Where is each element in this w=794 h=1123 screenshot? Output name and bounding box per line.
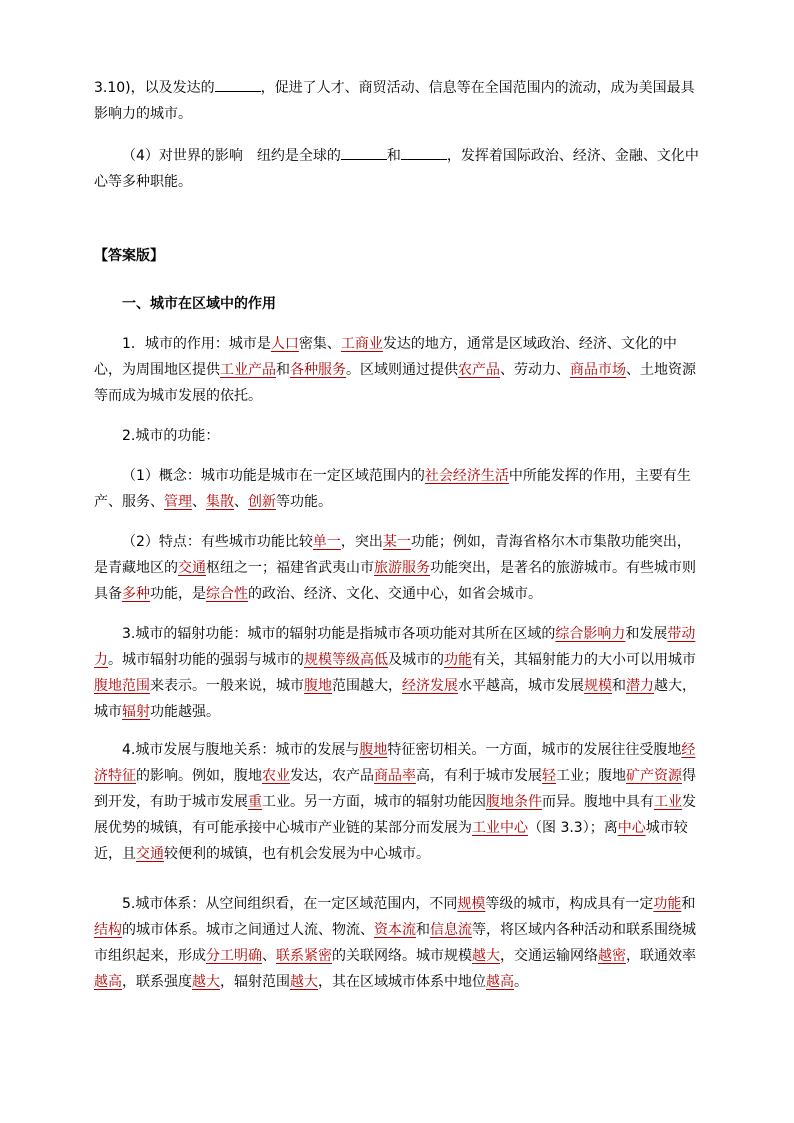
answer-text: 腹地: [304, 678, 332, 694]
text: 范围越大，: [332, 678, 402, 694]
text: 密集、: [298, 336, 341, 352]
text: 的城市体系。城市之间通过人流、物流、: [122, 922, 374, 938]
text: 特征密切相关。一方面，城市的发展往往受腹地: [387, 742, 682, 758]
text: 等功能。: [276, 494, 332, 510]
text: （1）概念：城市功能是城市在一定区域范围内的: [122, 468, 425, 484]
answer-text: 越大: [192, 974, 220, 990]
text: 、土地资源等而成为城市发展的依托。: [94, 362, 696, 404]
text: 功能；例如，青海省格尔木市集散功能突出，是青藏地区的: [94, 534, 691, 576]
answer-text: 腹地: [359, 742, 388, 758]
text: 等级的城市，构成具有一定: [485, 896, 654, 912]
text: 得到开发，有助于城市发展: [94, 768, 696, 810]
text: ，联系强度: [122, 974, 192, 990]
answer-text: 轻: [542, 768, 556, 784]
answer-text: 腹地范围: [94, 678, 150, 694]
fill-blank: [341, 145, 387, 160]
answer-text: 农产品: [458, 362, 500, 378]
answer-text: 规模: [457, 896, 486, 912]
answer-text: 农业: [262, 768, 290, 784]
answer-text: 信息流: [430, 922, 472, 938]
answer-text: 人口: [270, 336, 299, 352]
paragraph-function-features: [94, 529, 700, 607]
answer-text: 矿产资源: [626, 768, 682, 784]
text: ，发挥着国际政治、经济、金融、文化中心等多种职能。: [94, 148, 699, 190]
answer-text: 越大: [472, 948, 500, 964]
paragraph-top-2: [94, 143, 700, 195]
text: ，突出: [340, 534, 383, 550]
text: 。: [514, 974, 528, 990]
answer-text: 工商业: [340, 336, 383, 352]
text: 、: [234, 494, 248, 510]
answer-text: 旅游服务: [374, 560, 430, 576]
text: 较便利的城镇，也有机会发展为中心城市。: [164, 846, 430, 862]
text: 发展优势的城镇，有可能承接中心城市产业链的某部分而发展为: [94, 794, 696, 836]
text: ，辐射范围: [220, 974, 290, 990]
answer-version-title: 【答案版】: [94, 248, 164, 264]
answer-text: 各种服务: [290, 362, 346, 378]
answer-text: 规模: [584, 678, 612, 694]
section-title: 一、城市在区域中的作用: [122, 296, 276, 312]
text: ，促进了人才、商贸活动、信息等在全国范围内的流动，成为美国最具影响力的城市。: [94, 80, 695, 122]
answer-text: 商品市场: [570, 362, 626, 378]
text: （图 3.3）；离: [528, 820, 618, 836]
answer-text: 某一: [382, 534, 411, 550]
text: 的政治、经济、文化、交通中心，如省会城市。: [248, 586, 542, 602]
answer-text: 重: [248, 794, 262, 810]
text: 水平越高，城市发展: [458, 678, 584, 694]
answer-text: 功能: [653, 896, 682, 912]
text: 城市较近，且: [94, 820, 688, 862]
text: ，其在区域城市体系中地位: [318, 974, 486, 990]
answer-text: 工业中心: [472, 820, 528, 836]
text: 而异。腹地中具有: [542, 794, 654, 810]
answer-text: 资本流: [374, 922, 416, 938]
text: 4.城市发展与腹地关系：城市的发展与: [122, 742, 360, 758]
paragraph-city-system: [94, 891, 700, 995]
text: 。区域则通过提供: [346, 362, 458, 378]
answer-text: 潜力: [626, 678, 654, 694]
text: 和发展: [625, 626, 668, 642]
text: 和: [276, 362, 290, 378]
answer-text: 综合影响力: [555, 626, 626, 642]
answer-text: 经济特征: [94, 742, 696, 784]
text: 发达，农产品: [290, 768, 374, 784]
answer-text: 带动力: [94, 626, 696, 668]
answer-text: 分工明确: [206, 948, 262, 964]
answer-text: 社会经济生活: [424, 468, 509, 484]
text: 工业。另一方面，城市的辐射功能因: [262, 794, 486, 810]
answer-text: 综合性: [206, 586, 248, 602]
text: 。城市辐射功能的强弱与城市的: [108, 652, 304, 668]
text: 、: [262, 948, 276, 964]
answer-text: 结构: [94, 922, 122, 938]
text: 1．城市的作用：城市是: [122, 336, 271, 352]
text: 枢纽之一；福建省武夷山市: [206, 560, 374, 576]
paragraph-top-1: [94, 75, 700, 127]
answer-text: 创新: [248, 494, 276, 510]
text: 、: [192, 494, 206, 510]
answer-text: 越密: [598, 948, 626, 964]
text: 3.10)，以及发达的: [94, 80, 215, 96]
text: 和: [416, 922, 430, 938]
text: 功能突出，是著名的旅游城市。有些城市则具备: [94, 560, 696, 602]
answer-text: 越高: [486, 974, 514, 990]
text: 5.城市体系：从空间组织看，在一定区域范围内，不同: [122, 896, 458, 912]
text: 越大，城市: [94, 678, 696, 720]
text: 的影响。例如，腹地: [136, 768, 262, 784]
text: （4）对世界的影响 纽约是全球的: [122, 148, 341, 164]
answer-text: 交通: [178, 560, 206, 576]
answer-text: 集散: [206, 494, 234, 510]
text: 及城市的: [388, 652, 444, 668]
answer-text: 工业产品: [220, 362, 276, 378]
answer-text: 越高: [94, 974, 122, 990]
text: 有关，其辐射能力的大小可以用城市: [472, 652, 696, 668]
answer-text: 多种: [122, 586, 150, 602]
text: 高，有利于城市发展: [416, 768, 542, 784]
text: 功能越强。: [150, 704, 220, 720]
text: 的关联网络。城市规模: [332, 948, 472, 964]
paragraph-function-concept: [94, 463, 700, 515]
text: 等，将区域内各种活动和联系围绕城市组织起来，形成: [94, 922, 696, 964]
text: 发达的地方，通常是区域政治、经济、文化的中心，为周围地区提供: [94, 336, 677, 378]
text: 功能，是: [150, 586, 206, 602]
text: 和: [612, 678, 626, 694]
text: 来表示。一般来说，城市: [150, 678, 304, 694]
fill-blank: [215, 77, 261, 92]
paragraph-city-function-title: 2.城市的功能：: [122, 428, 220, 444]
answer-text: 交通: [136, 846, 164, 862]
answer-text: 商品率: [374, 768, 416, 784]
text: 3.城市的辐射功能：城市的辐射功能是指城市各项功能对其所在区域的: [122, 626, 556, 642]
fill-blank: [401, 145, 447, 160]
answer-text: 功能: [444, 652, 472, 668]
answer-text: 联系紧密: [276, 948, 332, 964]
answer-text: 腹地条件: [486, 794, 542, 810]
text: 工业；腹地: [556, 768, 626, 784]
answer-text: 工业: [654, 794, 682, 810]
paragraph-radiation-function: [94, 621, 700, 725]
answer-text: 越大: [290, 974, 318, 990]
paragraph-city-role: [94, 331, 700, 409]
paragraph-hinterland: [94, 737, 700, 867]
answer-text: 辐射: [122, 704, 150, 720]
text: 和: [386, 148, 401, 164]
answer-text: 单一: [312, 534, 341, 550]
answer-text: 管理: [164, 494, 192, 510]
text: ，联通效率: [626, 948, 696, 964]
text: 中所能发挥的作用，主要有生产、服务、: [94, 468, 691, 510]
answer-text: 中心: [617, 820, 646, 836]
text: （2）特点：有些城市功能比较: [122, 534, 313, 550]
text: 、劳动力、: [500, 362, 570, 378]
answer-text: 经济发展: [402, 678, 458, 694]
text: ，交通运输网络: [500, 948, 598, 964]
text: 和: [681, 896, 696, 912]
answer-text: 规模等级高低: [304, 652, 388, 668]
